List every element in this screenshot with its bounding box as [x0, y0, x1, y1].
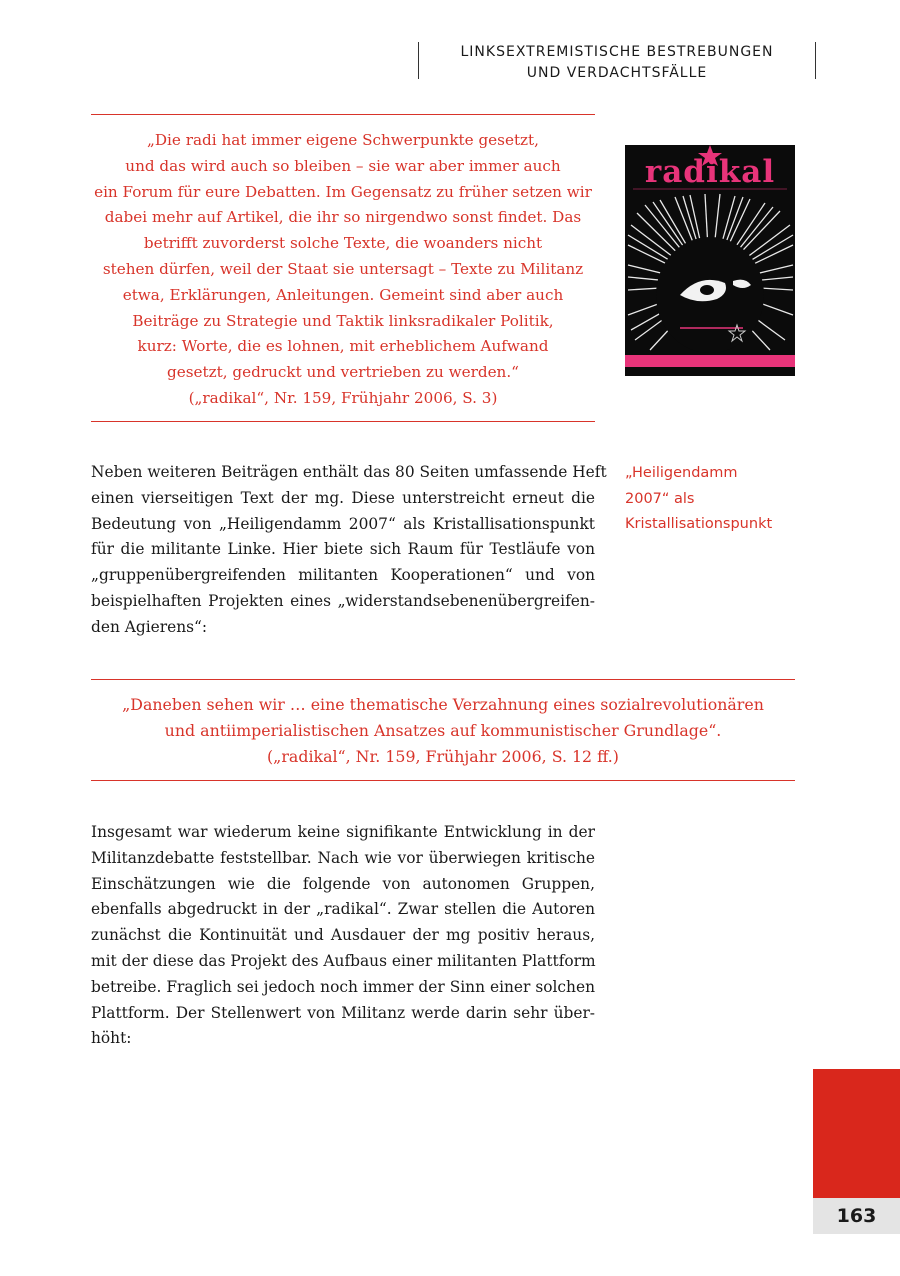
quote-source: („radikal“, Nr. 159, Frühjahr 2006, S. 12 ff.) — [267, 746, 619, 766]
body-line: beispielhaften Projekten eines „widerstandsebenenübergreifen- — [91, 591, 595, 610]
quote-line: stehen dürfen, weil der Staat sie untersagt – Texte zu Militanz — [102, 259, 584, 278]
body-line: Neben weiteren Beiträgen enthält das 80 Seiten umfassende Heft — [91, 463, 607, 481]
quote-line: kurz: Worte, die es lohnen, mit erheblichem Aufwand — [137, 337, 549, 356]
running-header-line-2: UND VERDACHTSFÄLLE — [526, 65, 708, 81]
body-line: ebenfalls abgedruckt in der „radikal“. Zwar stellen die Autoren — [91, 900, 595, 919]
body-line: für die militante Linke. Hier biete sich Raum für Testläufe von — [91, 540, 595, 559]
pull-quote-verzahnung — [91, 679, 795, 781]
body-line: „gruppenübergreifenden militanten Kooperationen“ und von — [91, 566, 595, 585]
quote-line: gesetzt, gedruckt und vertrieben zu werden.“ — [167, 363, 519, 382]
margin-note-line: 2007“ als — [625, 490, 695, 507]
body-line: Plattform. Der Stellenwert von Militanz werde darin sehr über- — [91, 1003, 595, 1022]
body-paragraph-2 — [91, 820, 595, 1052]
margin-note-line: „Heiligendamm — [625, 465, 738, 481]
body-line: Einschätzungen wie die folgende von autonomen Gruppen, — [91, 874, 595, 893]
body-line: mit der diese das Projekt des Aufbaus einer militanten Plattform — [91, 951, 596, 970]
margin-note-heiligendamm — [625, 461, 805, 538]
body-line: höht: — [91, 1029, 132, 1048]
body-line: betreibe. Fraglich sei jedoch noch immer der Sinn einer solchen — [91, 977, 595, 996]
radikal-cover-image — [625, 145, 795, 376]
quote-line: ein Forum für eure Debatten. Im Gegensatz zu früher setzen wir — [94, 182, 592, 201]
body-line: einen vierseitigen Text der mg. Diese unterstreicht erneut die — [91, 488, 595, 507]
quote-line: dabei mehr auf Artikel, die ihr so nirgendwo sonst findet. Das — [104, 208, 582, 227]
body-paragraph-1 — [91, 460, 607, 641]
quote-source: („radikal“, Nr. 159, Frühjahr 2006, S. 3) — [188, 388, 498, 407]
body-line: Bedeutung von „Heiligendamm 2007“ als Kristallisationspunkt — [91, 514, 595, 533]
body-line: den Agierens“: — [91, 617, 208, 636]
quote-line: etwa, Erklärungen, Anleitungen. Gemeint sind aber auch — [122, 285, 564, 304]
page-number: 163 — [813, 1198, 900, 1234]
running-header-line-1: LINKSEXTREMISTISCHE BESTREBUNGEN — [460, 44, 774, 60]
quote-line: Beiträge zu Strategie und Taktik linksradikaler Politik, — [132, 311, 554, 330]
cover-masthead: radikal — [644, 154, 776, 190]
quote-line: und das wird auch so bleiben – sie war aber immer auch — [125, 156, 561, 175]
body-line: Militanzdebatte feststellbar. Nach wie vor überwiegen kritische — [91, 848, 595, 867]
chapter-color-tab — [813, 1069, 900, 1198]
quote-line: betrifft zuvorderst solche Texte, die woanders nicht — [143, 234, 543, 253]
body-line: Insgesamt war wiederum keine signifikante Entwicklung in der — [91, 823, 595, 841]
body-line: zunächst die Kontinuität und Ausdauer der mg positiv heraus, — [91, 926, 595, 945]
running-header — [418, 42, 816, 79]
quote-line: „Daneben sehen wir … eine thematische Verzahnung eines sozialrevolutionären — [122, 695, 764, 714]
margin-note-line: Kristallisationspunkt — [625, 516, 773, 532]
quote-line: „Die radi hat immer eigene Schwerpunkte gesetzt, — [147, 131, 539, 149]
pull-quote-radikal-editorial — [91, 114, 595, 422]
quote-line: und antiimperialistischen Ansatzes auf kommunistischer Grundlage“. — [164, 720, 722, 740]
